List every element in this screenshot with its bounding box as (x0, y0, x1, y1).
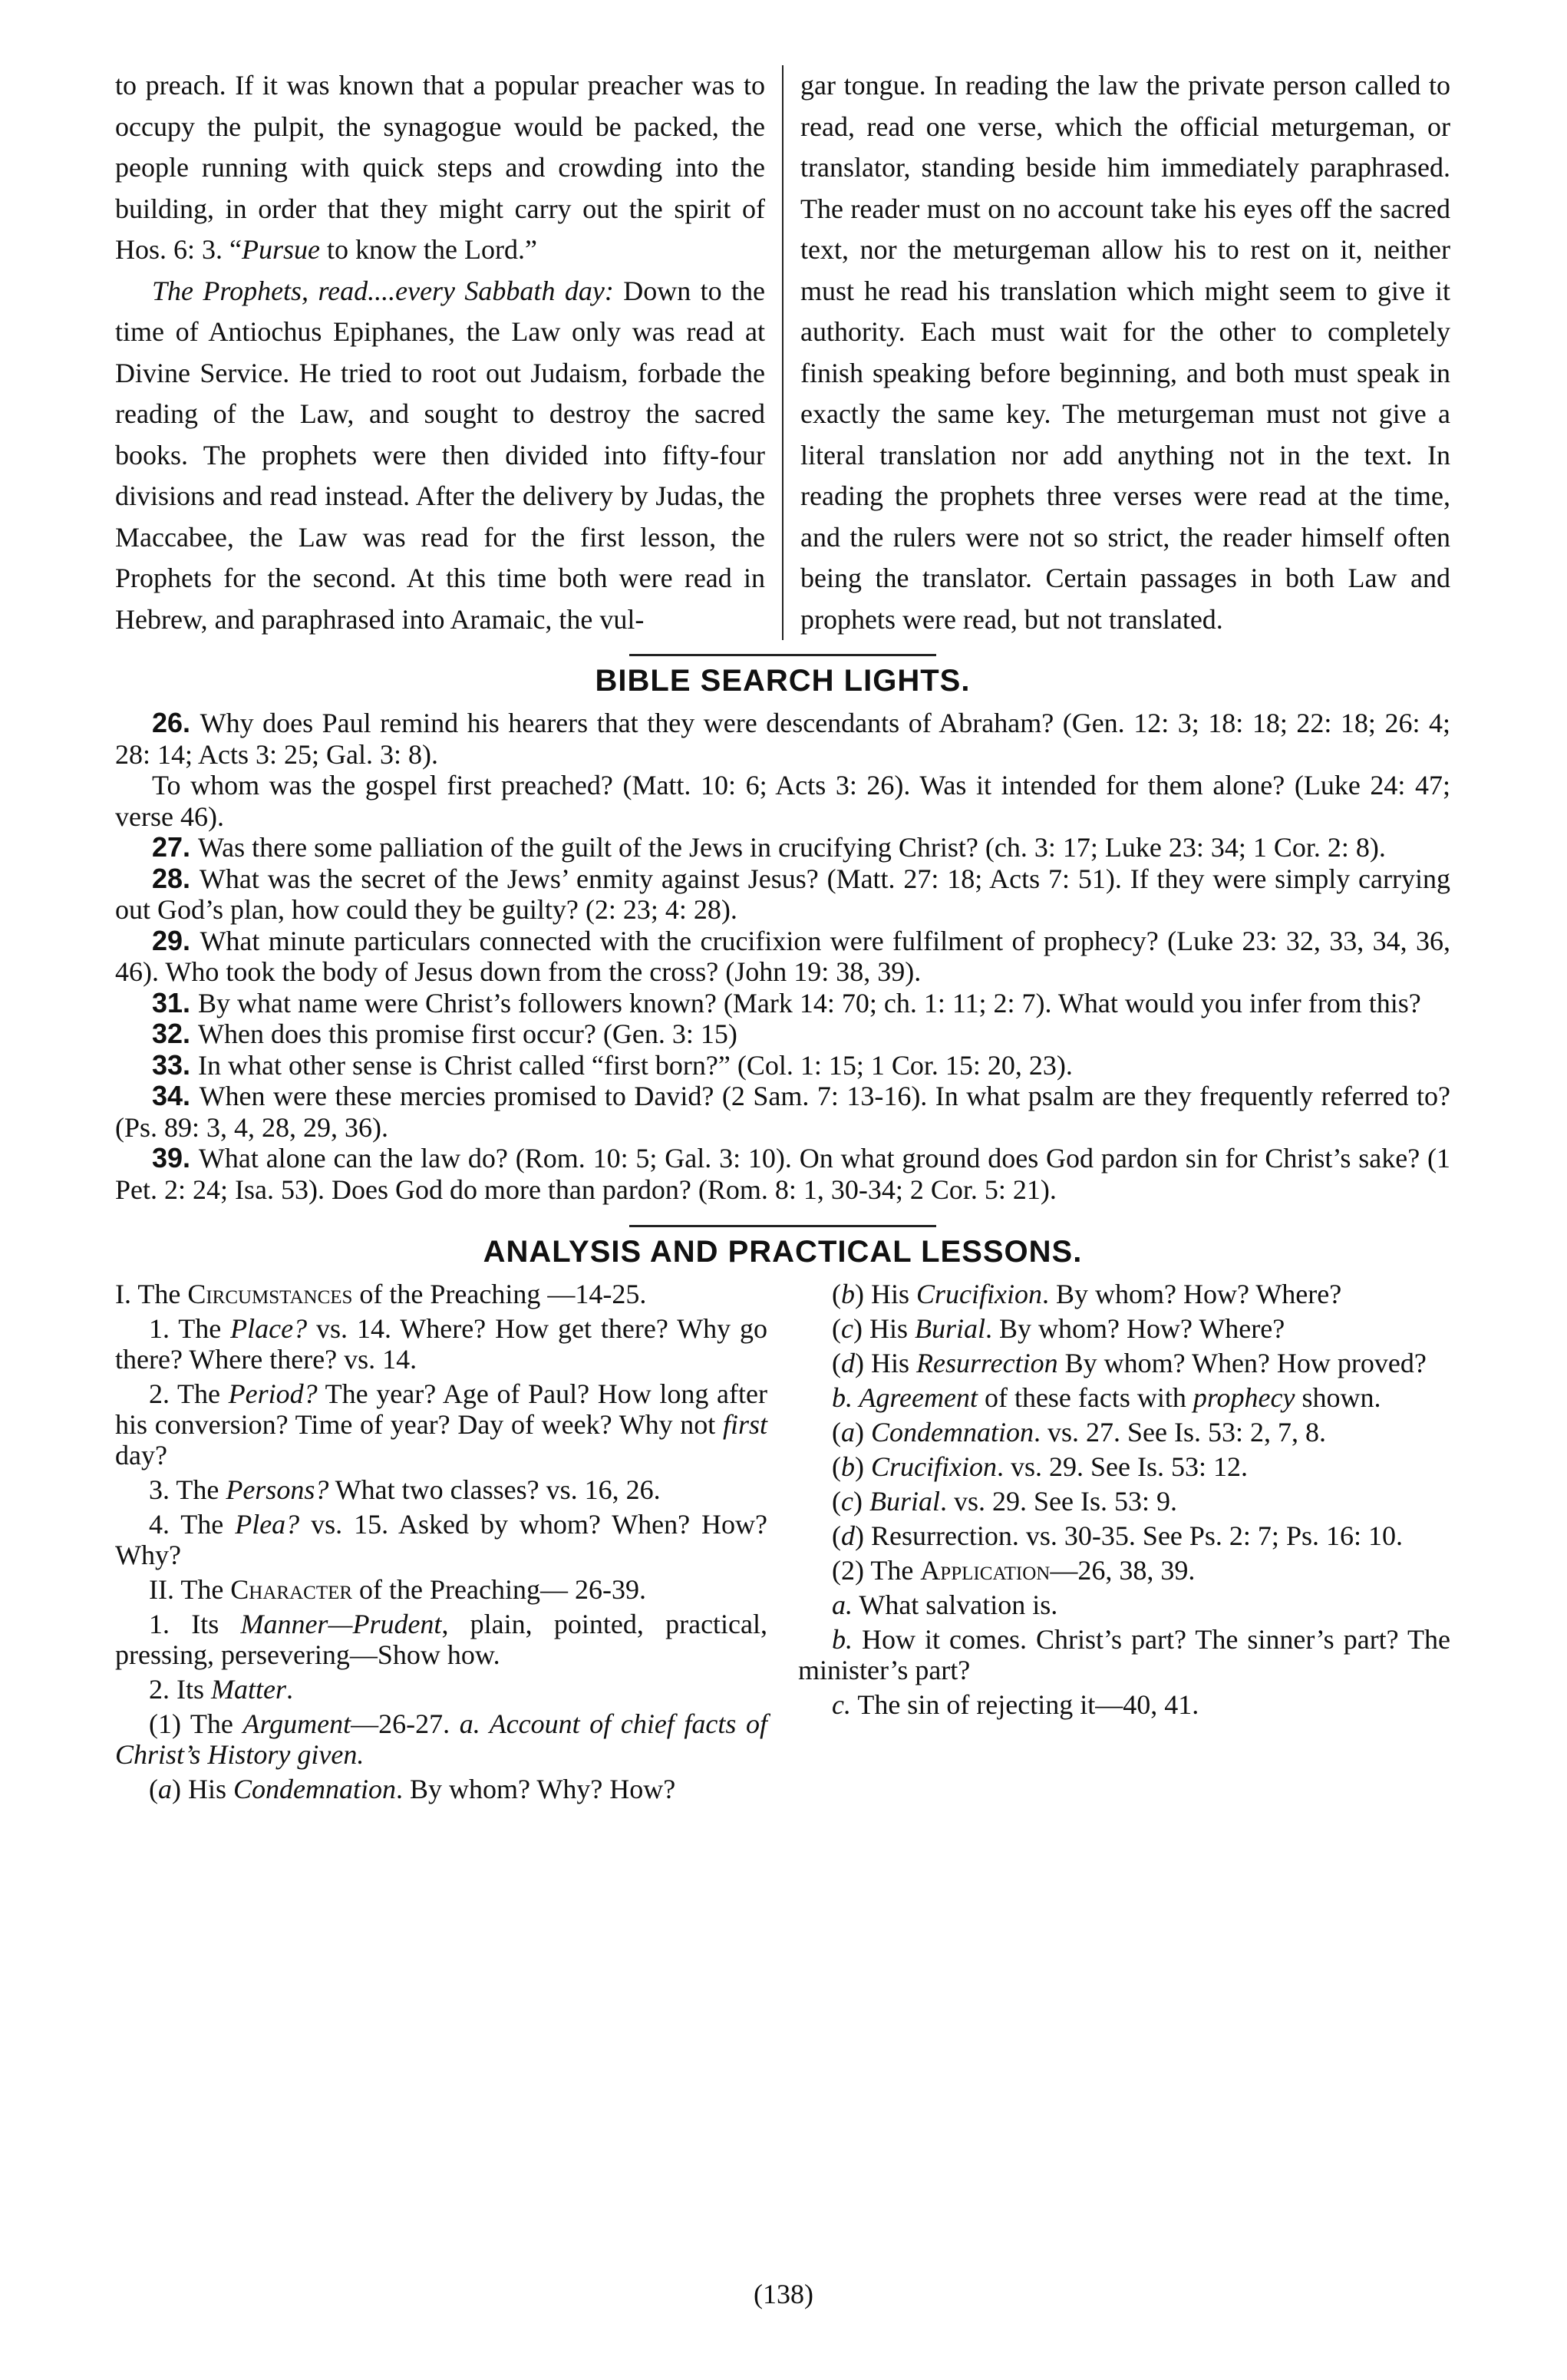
paragraph-synagogue: to preach. If it was known that a popular preacher was to occupy the pulpit, the synagogue would be packed, the people running with quick steps and crowding into the building, in order that they might carry out the spirit of Hos. 6: 3. “Pursue to know the Lord.” (115, 70, 765, 265)
top-columns (115, 65, 1450, 640)
analysis-item: (c) His Burial. By whom? How? Where? (832, 1313, 1285, 1344)
bible-question (115, 708, 1450, 770)
analysis-right-column (798, 1279, 1450, 1808)
analysis-item: (d) Resurrection. vs. 30-35. See Ps. 2: 7; Ps. 16: 10. (832, 1520, 1403, 1551)
bible-question (115, 1081, 1450, 1143)
page (115, 65, 1450, 1808)
section-divider (629, 1225, 936, 1227)
question-text: Why does Paul remind his hearers that they were descendants of Abraham? (Gen. 12: 3; 18: 18; 22: 18; 26: 4; 28: 14; Acts 3: 25; Gal. 3: 8). (115, 708, 1451, 770)
page-number: (138) (754, 2279, 813, 2309)
analysis-item: 2. Its Matter. (149, 1674, 293, 1705)
question-number: 26. (152, 707, 200, 738)
question-text: What alone can the law do? (Rom. 10: 5; Gal. 3: 10). On what ground does God pardon sin for Christ’s sake? (1 Pet. 2: 24; Isa. 53). Does God do more than pardon? (Rom. 8: 1, 30-34; 2 Cor. 5: 21). (115, 1143, 1451, 1205)
question-number: 34. (152, 1080, 200, 1111)
analysis-item: (b) His Crucifixion. By whom? How? Where? (832, 1279, 1342, 1309)
analysis-item: (a) His Condemnation. By whom? Why? How? (149, 1774, 676, 1804)
bible-questions (115, 708, 1450, 1205)
analysis-item: b. How it comes. Christ’s part? The sinner’s part? The minister’s part? (798, 1624, 1450, 1685)
question-text: What minute particulars connected with the crucifixion were fulfilment of prophecy? (Luke 23: 32, 33, 34, 36, 46). Who took the body of Jesus down from the cross? (John 19: 38, 39). (115, 925, 1450, 987)
section-divider (629, 654, 936, 656)
analysis-heading: ANALYSIS AND PRACTICAL LESSONS. (483, 1235, 1083, 1269)
question-text: What was the secret of the Jews’ enmity against Jesus? (Matt. 27: 18; Acts 7: 51). If they were simply carrying out God’s plan, how could they be guilty? (2: 23; 4: 28). (115, 863, 1450, 925)
question-number: 33. (152, 1048, 199, 1081)
analysis-item: (d) His Resurrection By whom? When? How proved? (832, 1348, 1427, 1378)
analysis-item: (c) Burial. vs. 29. See Is. 53: 9. (832, 1486, 1177, 1517)
analysis-item: 1. Its Manner—Prudent, plain, pointed, practical, pressing, persevering—Show how. (115, 1609, 768, 1670)
right-column (784, 65, 1450, 640)
bible-search-heading: BIBLE SEARCH LIGHTS. (595, 664, 971, 698)
bible-question (115, 832, 1450, 863)
bible-question (115, 926, 1450, 988)
bible-question (115, 1143, 1450, 1205)
analysis-item: I. The Circumstances of the Preaching —14-25. (115, 1279, 647, 1309)
paragraph-meturgeman: gar tongue. In reading the law the private person called to read, read one verse, which the official meturgeman, or translator, standing beside him immediately paraphrased. The reader must on no account take his eyes off the sacred text, nor the meturgeman allow his to rest on it, neither must he read his translation which might seem to give it authority. Each must wait for the other to completely finish speaking before beginning, and both must speak in exactly the same key. The meturgeman must not give a literal translation nor add anything not in the text. In reading the prophets three verses were read at the time, and the rulers were not so strict, the reader himself often being the translator. Certain passages in both Law and prophets were read, but not translated. (800, 70, 1450, 635)
bible-question (115, 1050, 1450, 1081)
question-text: When were these mercies promised to David? (2 Sam. 7: 13-16). In what psalm are they frequently referred to? (Ps. 89: 3, 4, 28, 29, 36). (115, 1081, 1451, 1143)
bible-question (115, 863, 1450, 926)
analysis-left-column (115, 1279, 767, 1808)
question-number: 32. (152, 1018, 199, 1049)
question-number: 27. (152, 831, 199, 863)
analysis-item: (b) Crucifixion. vs. 29. See Is. 53: 12. (832, 1451, 1248, 1482)
analysis-item: b. Agreement of these facts with prophecy shown. (832, 1382, 1381, 1413)
bible-question (115, 1018, 1450, 1050)
question-number: 31. (152, 986, 199, 1018)
paragraph-prophets: The Prophets, read....every Sabbath day: Down to the time of Antiochus Epiphanes, the Law only was read at Divine Service. He tried to root out Judaism, forbade the reading of the Law, and sought to destroy the sacred books. The prophets were then divided into fifty-four divisions and read instead. After the delivery by Judas, the Maccabee, the Law was read for the first lesson, the Prophets for the second. At this time both were read in Hebrew, and paraphrased into Aramaic, the vul- (115, 275, 765, 635)
analysis-item: 2. The Period? The year? Age of Paul? How long after his conversion? Time of year? Day of week? Why not first day? (115, 1378, 767, 1471)
question-text: To whom was the gospel first preached? (Matt. 10: 6; Acts 3: 26). Was it intended for them alone? (Luke 24: 47; verse 46). (115, 770, 1450, 832)
analysis-item: (2) The Application—26, 38, 39. (832, 1555, 1196, 1586)
analysis-item: 4. The Plea? vs. 15. Asked by whom? When? How? Why? (115, 1509, 767, 1570)
question-text: Was there some palliation of the guilt of the Jews in crucifying Christ? (ch. 3: 17; Luke 23: 34; 1 Cor. 2: 8). (198, 832, 1386, 863)
question-number: 39. (152, 1142, 199, 1173)
question-number: 28. (152, 862, 200, 894)
analysis-columns (115, 1279, 1450, 1808)
analysis-item: c. The sin of rejecting it—40, 41. (832, 1689, 1199, 1720)
analysis-item: a. What salvation is. (832, 1589, 1058, 1620)
left-column (115, 65, 784, 640)
analysis-item: (1) The Argument—26-27. a. Account of chief facts of Christ’s History given. (115, 1708, 767, 1770)
analysis-item: (a) Condemnation. vs. 27. See Is. 53: 2, 7, 8. (832, 1417, 1326, 1447)
question-text: When does this promise first occur? (Gen. 3: 15) (198, 1018, 737, 1049)
question-number: 29. (152, 924, 200, 956)
question-text: In what other sense is Christ called “first born?” (Col. 1: 15; 1 Cor. 15: 20, 23). (198, 1049, 1073, 1081)
analysis-item: 1. The Place? vs. 14. Where? How get there? Why go there? Where there? vs. 14. (115, 1313, 767, 1375)
analysis-item: II. The Character of the Preaching— 26-39. (149, 1574, 646, 1605)
analysis-item: 3. The Persons? What two classes? vs. 16, 26. (149, 1474, 661, 1505)
question-text: By what name were Christ’s followers known? (Mark 14: 70; ch. 1: 11; 2: 7). What would you infer from this? (198, 987, 1421, 1018)
bible-question (115, 988, 1450, 1019)
bible-question (115, 770, 1450, 832)
